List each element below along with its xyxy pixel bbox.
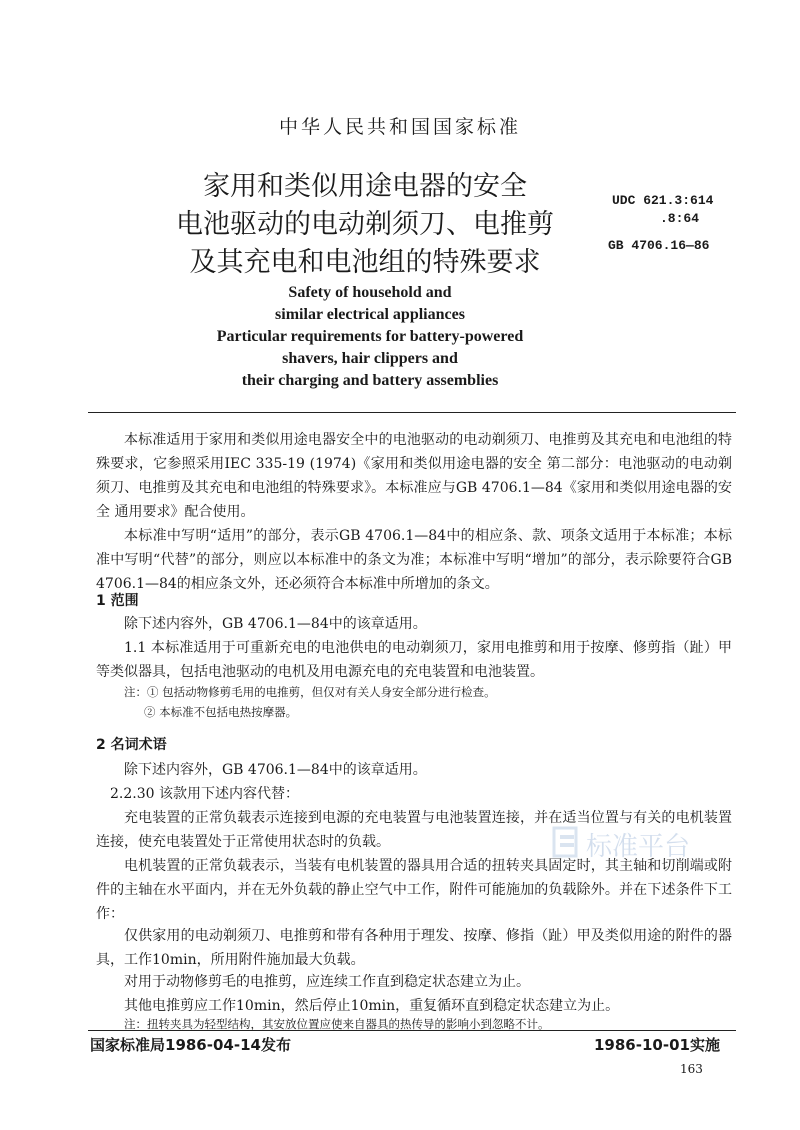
title-en-line-2: similar electrical appliances [275,306,465,323]
section-1-note-1: 注：① 包括动物修剪毛用的电推剪，但仅对有关人身安全部分进行检查。 [124,685,496,699]
page-number: 163 [680,1062,703,1076]
title-en-line-1: Safety of household and [288,284,452,301]
title-en-line-5: their charging and battery assemblies [241,372,499,389]
section-1-heading: 1 范围 [96,593,139,609]
gb-number: GB 4706.16—86 [608,238,710,253]
effective-date: 1986-10-01实施 [594,1036,720,1054]
udc-line-2: .8:64 [660,211,700,226]
section-2-paragraph-4: 电机装置的正常负载表示，当装有电机装置的器具用合适的扭转夹具固定时，其主轴和切削端或附件的主轴在水平面内，并在无外负载的静止空气中工作，附件可能施加的负载除外。并在下述条件下工作： [96,858,732,922]
section-1-note-2: ② 本标准不包括电热按摩器。 [144,705,298,719]
footer-divider [88,1030,736,1031]
watermark-text: 标准平台 [586,832,691,862]
section-2-paragraph-3: 充电装置的正常负载表示连接到电源的充电装置与电池装置连接，并在适当位置与有关的电机装置连接，使充电装置处于正常使用状态时的负载。 [96,810,732,850]
section-2-paragraph-1: 除下述内容外，GB 4706.1—84中的该章适用。 [124,762,427,778]
issued-date: 国家标准局1986-04-14发布 [90,1036,291,1054]
title-cn-line-3: 及其充电和电池组的特殊要求 [189,247,541,278]
title-cn-line-1: 家用和类似用途电器的安全 [203,171,527,202]
udc-code [612,192,713,228]
section-1-paragraph-2: 1.1 本标准适用于可重新充电的电池供电的电动剃须刀，家用电推剪和用于按摩、修剪指（趾）甲等类似器具，包括电池驱动的电机及用电源充电的充电装置和电池装置。 [96,640,732,680]
header-divider [88,412,736,413]
title-cn-line-2: 电池驱动的电动剃须刀、电推剪 [176,209,554,240]
section-1-paragraph-1: 除下述内容外，GB 4706.1—84中的该章适用。 [124,616,427,632]
intro-paragraph-2: 本标准中写明“适用”的部分，表示GB 4706.1—84中的相应条、款、项条文适用于本标准；本标准中写明“代替”的部分，则应以本标准中的条文为准；本标准中写明“增加”的部分，表示除要符合GB 4706.1—84的相应条文外，还必须符合本标准中所增加的条文。 [96,528,732,592]
title-en-line-3: Particular requirements for battery-powered [216,328,524,345]
section-2-paragraph-6: 对用于动物修剪毛的电推剪，应连续工作直到稳定状态建立为止。 [124,974,530,990]
section-2-clause: 2.2.30 该款用下述内容代替： [110,786,299,802]
title-en-line-4: shavers, hair clippers and [282,350,458,367]
section-2-note: 注：扭转夹具为轻型结构，其安放位置应使来自器具的热传导的影响小到忽略不计。 [124,1017,550,1031]
section-2-heading: 2 名词术语 [96,737,167,753]
national-standard-label: 中华人民共和国国家标准 [278,116,521,138]
udc-line-1: UDC 621.3:614 [612,193,714,208]
watermark-logo-icon [552,826,582,860]
intro-paragraph-1: 本标准适用于家用和类似用途电器安全中的电池驱动的电动剃须刀、电推剪及其充电和电池组的特殊要求，它参照采用IEC 335-19 (1974)《家用和类似用途电器的安全 第二部分：电池驱动的电动剃须刀、电推剪及其充电和电池组的特殊要求》。本标准应与GB 4706.1—84《家用和类似用途电器的安全 通用要求》配合使用。 [96,432,732,520]
section-2-paragraph-7: 其他电推剪应工作10min，然后停止10min，重复循环直到稳定状态建立为止。 [124,998,620,1014]
section-2-paragraph-5: 仅供家用的电动剃须刀、电推剪和带有各种用于理发、按摩、修指（趾）甲及类似用途的附件的器具，工作10min，所用附件施加最大负载。 [96,928,732,968]
